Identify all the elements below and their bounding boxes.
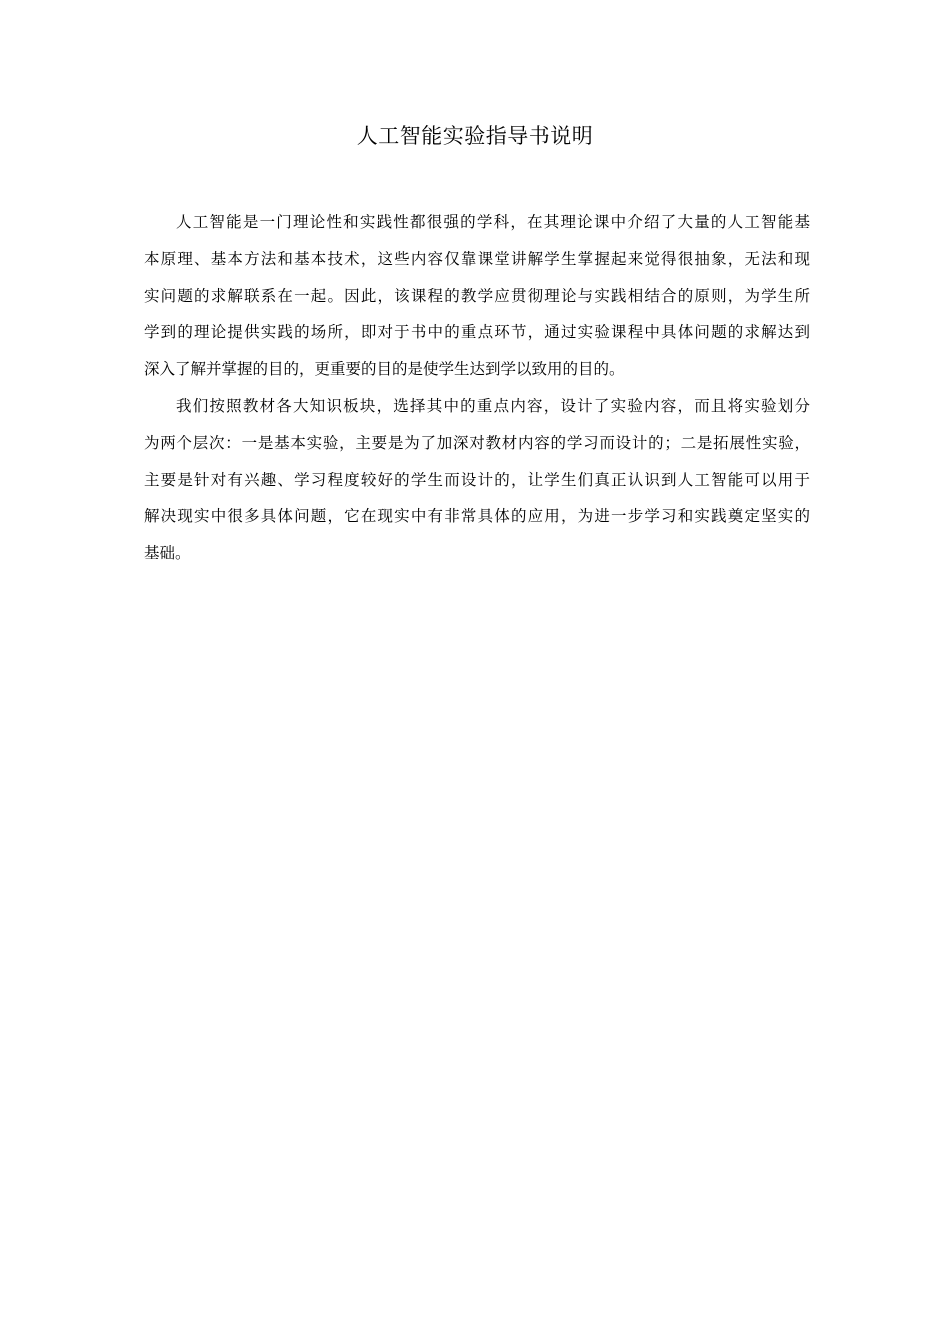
paragraph-line: 为两个层次：一是基本实验，主要是为了加深对教材内容的学习而设计的；二是拓展性实验， (144, 433, 810, 452)
document-body (144, 204, 810, 572)
paragraph-line: 本原理、基本方法和基本技术，这些内容仅靠课堂讲解学生掌握起来觉得很抽象，无法和现 (144, 249, 810, 268)
paragraph-line: 主要是针对有兴趣、学习程度较好的学生而设计的，让学生们真正认识到人工智能可以用于 (144, 470, 810, 489)
paragraph-line: 学到的理论提供实践的场所，即对于书中的重点环节，通过实验课程中具体问题的求解达到 (144, 323, 810, 342)
paragraph-line: 实问题的求解联系在一起。因此，该课程的教学应贯彻理论与实践相结合的原则，为学生所 (144, 286, 810, 305)
paragraph-line: 深入了解并掌握的目的，更重要的目的是使学生达到学以致用的目的。 (144, 360, 625, 379)
paragraph-line: 解决现实中很多具体问题，它在现实中有非常具体的应用，为进一步学习和实践奠定坚实的 (144, 507, 810, 526)
paragraph-1 (144, 204, 810, 388)
paragraph-2 (144, 388, 810, 572)
paragraph-line: 人工智能是一门理论性和实践性都很强的学科，在其理论课中介绍了大量的人工智能基 (176, 213, 810, 231)
page-title: 人工智能实验指导书说明 (356, 124, 594, 148)
paragraph-line: 我们按照教材各大知识板块，选择其中的重点内容，设计了实验内容，而且将实验划分 (176, 396, 810, 415)
paragraph-line: 基础。 (144, 544, 191, 563)
